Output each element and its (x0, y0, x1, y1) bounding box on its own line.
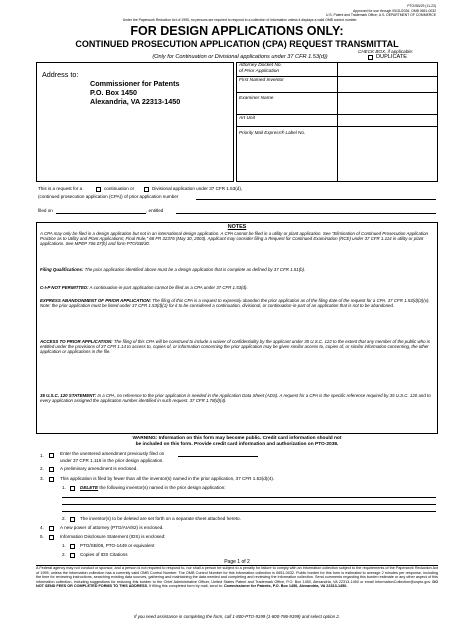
item-3b-text: The inventor(s) to be deleted are set forth on a separate sheet attached hereto. (80, 516, 241, 521)
title-input[interactable] (176, 213, 436, 214)
mail-instruction: If filling this completed form by mail, send to: (148, 584, 223, 589)
request-text-a: This is a request for a (38, 186, 83, 191)
item-2-checkbox[interactable] (49, 467, 54, 472)
item-1-text-a: Enter the unentered amendment previously filed on (60, 451, 165, 456)
divisional-label: Divisional application under 37 CFR 1.53(d), (152, 186, 243, 191)
duplicate-checkbox[interactable] (368, 55, 373, 60)
divisional-checkbox[interactable] (144, 187, 149, 192)
address-label: Address to: (42, 70, 79, 79)
no-fees-notice: DO NOT SEND FEES OR COMPLETED FORMS TO THIS ADDRESS. (36, 579, 438, 589)
item-2-text: A preliminary amendment is enclosed. (60, 466, 138, 471)
item-3a-text (80, 485, 420, 490)
notes-paragraph-4 (40, 298, 434, 308)
notes-p6-text: In a CPA, no reference to the prior application is needed in the Application Data Sheet (ADS). A request for a CPA is the specific reference required by 35 U.S.C. 120 and to every application assigned the application number identified in such request. 37 CFR 1.78(d)(4). (40, 393, 431, 404)
address-line-3: Alexandria, VA 22313-1450 (90, 97, 181, 106)
item-5-text: Information Disclosure Statement (IDS) is enclosed: (60, 534, 166, 539)
filed-on-label: filed on (38, 208, 53, 213)
item-5-checkbox[interactable] (49, 535, 54, 540)
item-1-text-b: under 37 CFR 1.116 in the prior design application. (60, 458, 164, 463)
item-4-number: 4. (40, 525, 44, 530)
duplicate-label: DUPLICATE (376, 54, 407, 60)
first-inventor-label: First Named Inventor (239, 78, 284, 83)
priority-mail-label: Priority Mail Express® Label No. (239, 130, 306, 135)
warning-line-1: WARNING: Information on this form may become public. Credit card information should not (132, 436, 342, 441)
address-line-1: Commissioner for Patents (90, 79, 180, 88)
item-3-text: This application is filed by fewer than all the inventor(s) named in the prior application, 37 CFR 1.53(d)(4). (60, 476, 275, 481)
help-line: If you need assistance in completing the form, call 1-800-PTO-9199 (1-800-786-9199) and select option 2. (134, 614, 340, 619)
separate-sheet-checkbox[interactable] (70, 517, 75, 522)
ids-copies-checkbox[interactable] (70, 553, 75, 558)
notes-p2-text: The prior application identified above must be a design application that is complete as defined by 37 CFR 1.51(b). (83, 267, 306, 272)
deleted-inventors-input-1[interactable] (62, 497, 436, 498)
item-5-number: 5. (40, 534, 44, 539)
prior-application-text: (continued prosecution application (CPA)) of prior application number (38, 194, 179, 199)
priority-mail-input[interactable] (338, 126, 438, 140)
unentered-amendment-date-input[interactable] (178, 456, 258, 457)
item-4-checkbox[interactable] (49, 526, 54, 531)
item-1-number: 1. (40, 453, 44, 458)
notes-p4-text: The filing of this CPA is a request to expressly abandon the prior application as of the filing date of the request for a CPA. 37 CFR 1.53(d)(2)(v). Note: the prior application must be listed under 37 CFR 1.53(d)(1) for it to be considered a continuation, divisional, or continuation-in-part of an application that is not to be abandoned. (40, 298, 430, 309)
notes-title: NOTES (227, 224, 247, 230)
notes-p6-lead: 35 U.S.C. 120 STATEMENT: (40, 393, 97, 398)
delete-inventors-checkbox[interactable] (70, 486, 75, 491)
item-3-number: 3. (40, 476, 44, 481)
item-5b-number: 2. (62, 552, 66, 557)
check-box-hint: CHECK BOX, if applicable: (358, 48, 414, 54)
omb-approval: Approved for use through 05/31/2026. OMB 0651-0032 (353, 8, 436, 13)
notes-p1-text: A CPA may only be filed in a design application but not in an international design application. A CPA cannot be filed in a utility or plant application. See "Elimination of Continued Prosecution Application Practice as to Utility and Plant Applications; Final Rule," 68 FR 32376 (May 30, 2003). Applicant may consider filing a Request for Continued Examination (RCE) under 37 CFR 1.114 in utility or plant applications. See MPEP 706.07(h) and form PTO/SB/30. (40, 231, 429, 247)
form-title: FOR DESIGN APPLICATIONS ONLY: (130, 24, 344, 38)
paperwork-notice: Under the Paperwork Reduction Act of 1995, no persons are required to respond to a collection of information unless it displays a valid OMB control number. (122, 18, 358, 22)
art-unit-label: Art Unit (239, 116, 255, 121)
notes-p5-text: The filing of this CPA will be construed to include a waiver of confidentiality by the applicant under 35 U.S.C. 122 to the extent that any member of the public who is entitled under the provisions of 37 CFR 1.14 to access to, copies of, or information concerning the prior application may be given similar access to, copies of, or similar information concerning, the other application or applications in the file. (40, 339, 430, 355)
ids-form-checkbox[interactable] (70, 544, 75, 549)
warning-line-2: be included on this form. Provide credit card information and authorization on PTO-2038. (135, 442, 339, 447)
notes-p5-lead: ACCESS TO PRIOR APPLICATION: (40, 339, 113, 344)
item-3a-number: 1. (62, 485, 66, 490)
burden-text: A Federal agency may not conduct or sponsor, and a person is not required to respond to, nor shall a person be subject to a penalty for failure to comply with an information collection subject to the requirements of the Paperwork Reduction Act of 1995, unless the information collection has a currently valid OMB Control Number. The OMB Control Number for this information collection is 0651-0032. Public burden for this form is estimated to average 2 minutes per response, including the time for reviewing instructions, searching existing data sources, gathering and maintaining the data needed and completing and reviewing the information collection. Send comments regarding this burden estimate or any other aspect of this information collection, including suggestions for reducing this burden to the Chief Administrative Officer, United States Patent and Trademark Office, P.O. Box 1450, Alexandria, VA 22313-1450 or email InformationCollection@uspto.gov. (36, 566, 438, 584)
prior-application-number-input[interactable] (196, 199, 436, 200)
item-3b-number: 2. (62, 516, 66, 521)
filed-on-input[interactable] (56, 213, 146, 214)
form-subtitle: CONTINUED PROSECUTION APPLICATION (CPA) REQUEST TRANSMITTAL (75, 39, 399, 49)
item-3-checkbox[interactable] (49, 477, 54, 482)
art-unit-input[interactable] (338, 114, 438, 126)
continuation-label: continuation or (104, 186, 135, 191)
notes-paragraph-1 (40, 231, 434, 247)
page-number: Page 1 of 2 (224, 559, 250, 565)
notes-paragraph-5 (40, 339, 434, 355)
mail-address: Commissioner for Patents, P.O. Box 1450, Alexandria, VA 22313-1450. (223, 584, 348, 589)
attorney-docket-label: Attorney Docket No. of Prior Application (239, 63, 282, 74)
agency-line: U.S. Patent and Trademark Office; U.S. DEPARTMENT OF COMMERCE (326, 13, 436, 17)
examiner-name-input[interactable] (338, 92, 438, 114)
attorney-docket-input[interactable] (338, 62, 438, 76)
item-4-text: A new power of attorney (PTO/AIA/82) is enclosed. (60, 525, 164, 530)
deleted-inventors-input-2[interactable] (62, 504, 436, 505)
continuation-checkbox[interactable] (96, 187, 101, 192)
notes-paragraph-2 (40, 267, 434, 272)
notes-p2-lead: Filing Qualifications: (40, 267, 84, 272)
burden-statement (36, 566, 438, 589)
delete-keyword: DELETE (80, 485, 99, 490)
item-5a-text: PTO/SB/08, PTO-1449 or equivalent (80, 543, 155, 548)
item-2-number: 2. (40, 466, 44, 471)
item-1-checkbox[interactable] (49, 453, 54, 458)
notes-p3-text: A continuation-in-part application cannot be filed as a CPA under 37 CFR 1.53(d). (88, 285, 248, 290)
examiner-name-label: Examiner Name (239, 96, 274, 101)
first-inventor-input[interactable] (338, 76, 438, 90)
item-5a-number: 1. (62, 543, 66, 548)
form-scope-note: (Only for Continuation or Divisional applications under 37 CFR 1.53(d)) (152, 54, 328, 60)
item-5b-text: Copies of IDS Citations (80, 552, 128, 557)
notes-paragraph-3 (40, 285, 434, 290)
notes-paragraph-6 (40, 393, 434, 403)
address-line-2: P.O. Box 1450 (90, 88, 138, 97)
notes-p4-lead: EXPRESS ABANDONMENT OF PRIOR APPLICATION: (40, 298, 152, 303)
entitled-label: , entitled (146, 208, 164, 213)
notes-p3-lead: C-I-P NOT PERMITTED: (40, 285, 89, 290)
deleted-inventors-input-3[interactable] (62, 511, 436, 512)
item-3a-rest: the following inventor(s) named in the prior design application: (98, 485, 226, 490)
form-number: PTO/SB/29 (11-23) (407, 4, 436, 8)
